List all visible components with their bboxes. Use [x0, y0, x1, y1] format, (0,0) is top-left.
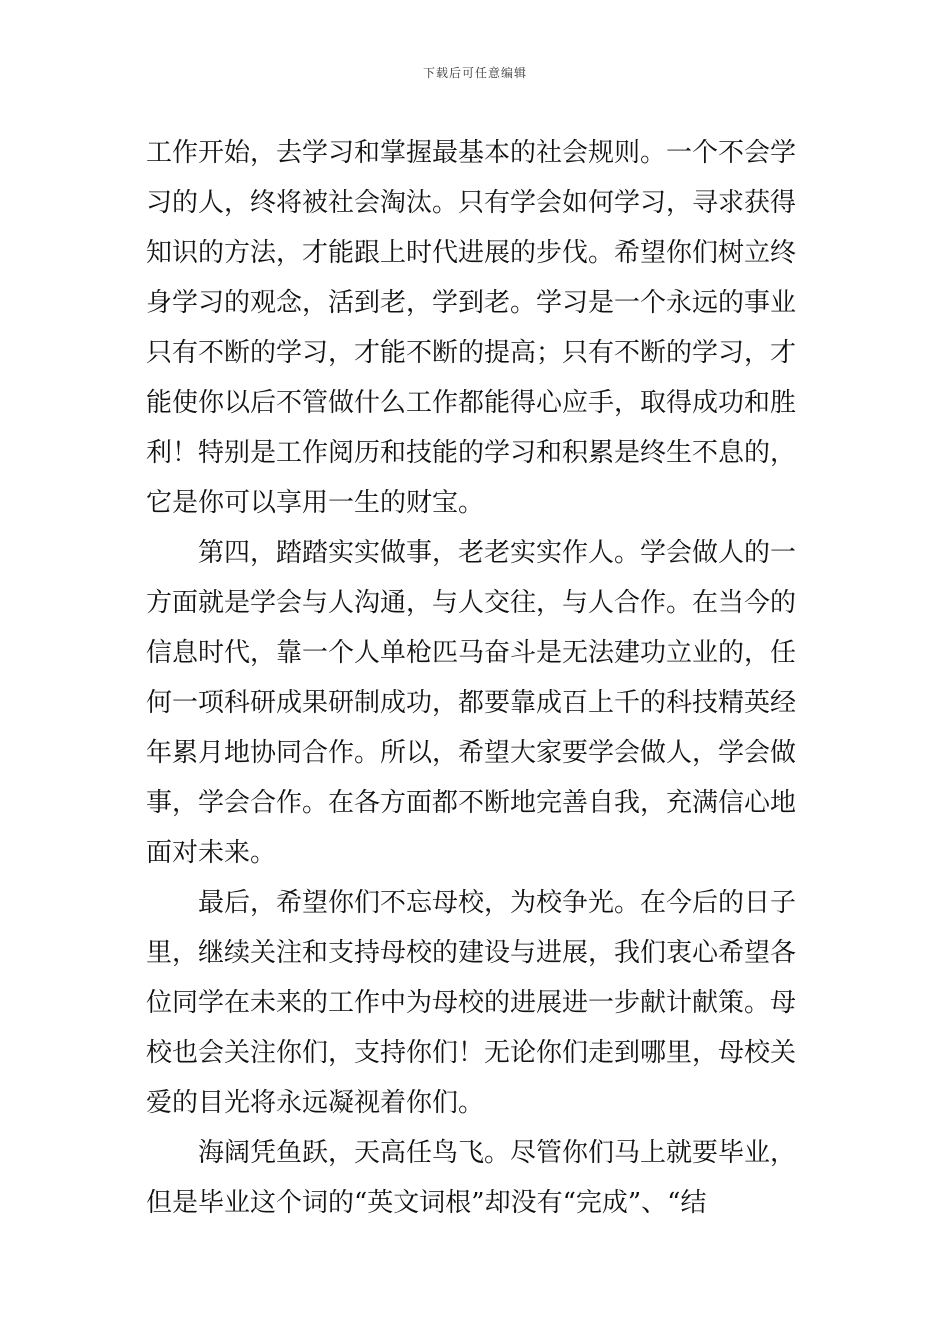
text-line: 面对未来。: [146, 838, 277, 868]
document-body: [146, 128, 806, 1228]
text-line: 利！特别是工作阅历和技能的学习和积累是终生不息的，: [146, 438, 797, 468]
paragraph-start-line: 最后，希望你们不忘母校，为校争光。在今后的日子: [198, 888, 797, 918]
text-line: 爱的目光将永远凝视着你们。: [146, 1088, 485, 1118]
text-line: 但是毕业这个词的“英文词根”却没有“完成”、“结: [146, 1188, 707, 1218]
paragraph-start-line: 第四，踏踏实实做事，老老实实作人。学会做人的一: [198, 538, 797, 568]
text-line: 知识的方法，才能跟上时代进展的步伐。希望你们树立终: [146, 238, 797, 268]
text-line: 方面就是学会与人沟通，与人交往，与人合作。在当今的: [146, 588, 797, 618]
text-line: 身学习的观念，活到老，学到老。学习是一个永远的事业: [146, 288, 797, 318]
text-line: 只有不断的学习，才能不断的提高；只有不断的学习，才: [146, 338, 797, 368]
header-note: 下载后可任意编辑: [422, 66, 527, 80]
text-line: 习的人，终将被社会淘汰。只有学会如何学习，寻求获得: [146, 188, 797, 218]
text-line: 里，继续关注和支持母校的建设与进展，我们衷心希望各: [146, 938, 797, 968]
text-line: 位同学在未来的工作中为母校的进展进一步献计献策。母: [146, 988, 797, 1018]
text-line: 能使你以后不管做什么工作都能得心应手，取得成功和胜: [146, 388, 797, 418]
text-line: 校也会关注你们，支持你们！无论你们走到哪里，母校关: [146, 1038, 797, 1068]
text-line: 年累月地协同合作。所以，希望大家要学会做人，学会做: [146, 738, 797, 768]
text-line: 工作开始，去学习和掌握最基本的社会规则。一个不会学: [146, 138, 797, 168]
text-line: 它是你可以享用一生的财宝。: [146, 488, 485, 518]
text-line: 事，学会合作。在各方面都不断地完善自我，充满信心地: [146, 788, 797, 818]
text-line: 信息时代，靠一个人单枪匹马奋斗是无法建功立业的，任: [146, 638, 797, 668]
paragraph-start-line: 海阔凭鱼跃，天高任鸟飞。尽管你们马上就要毕业，: [198, 1138, 797, 1168]
text-line: 何一项科研成果研制成功，都要靠成百上千的科技精英经: [146, 688, 797, 718]
